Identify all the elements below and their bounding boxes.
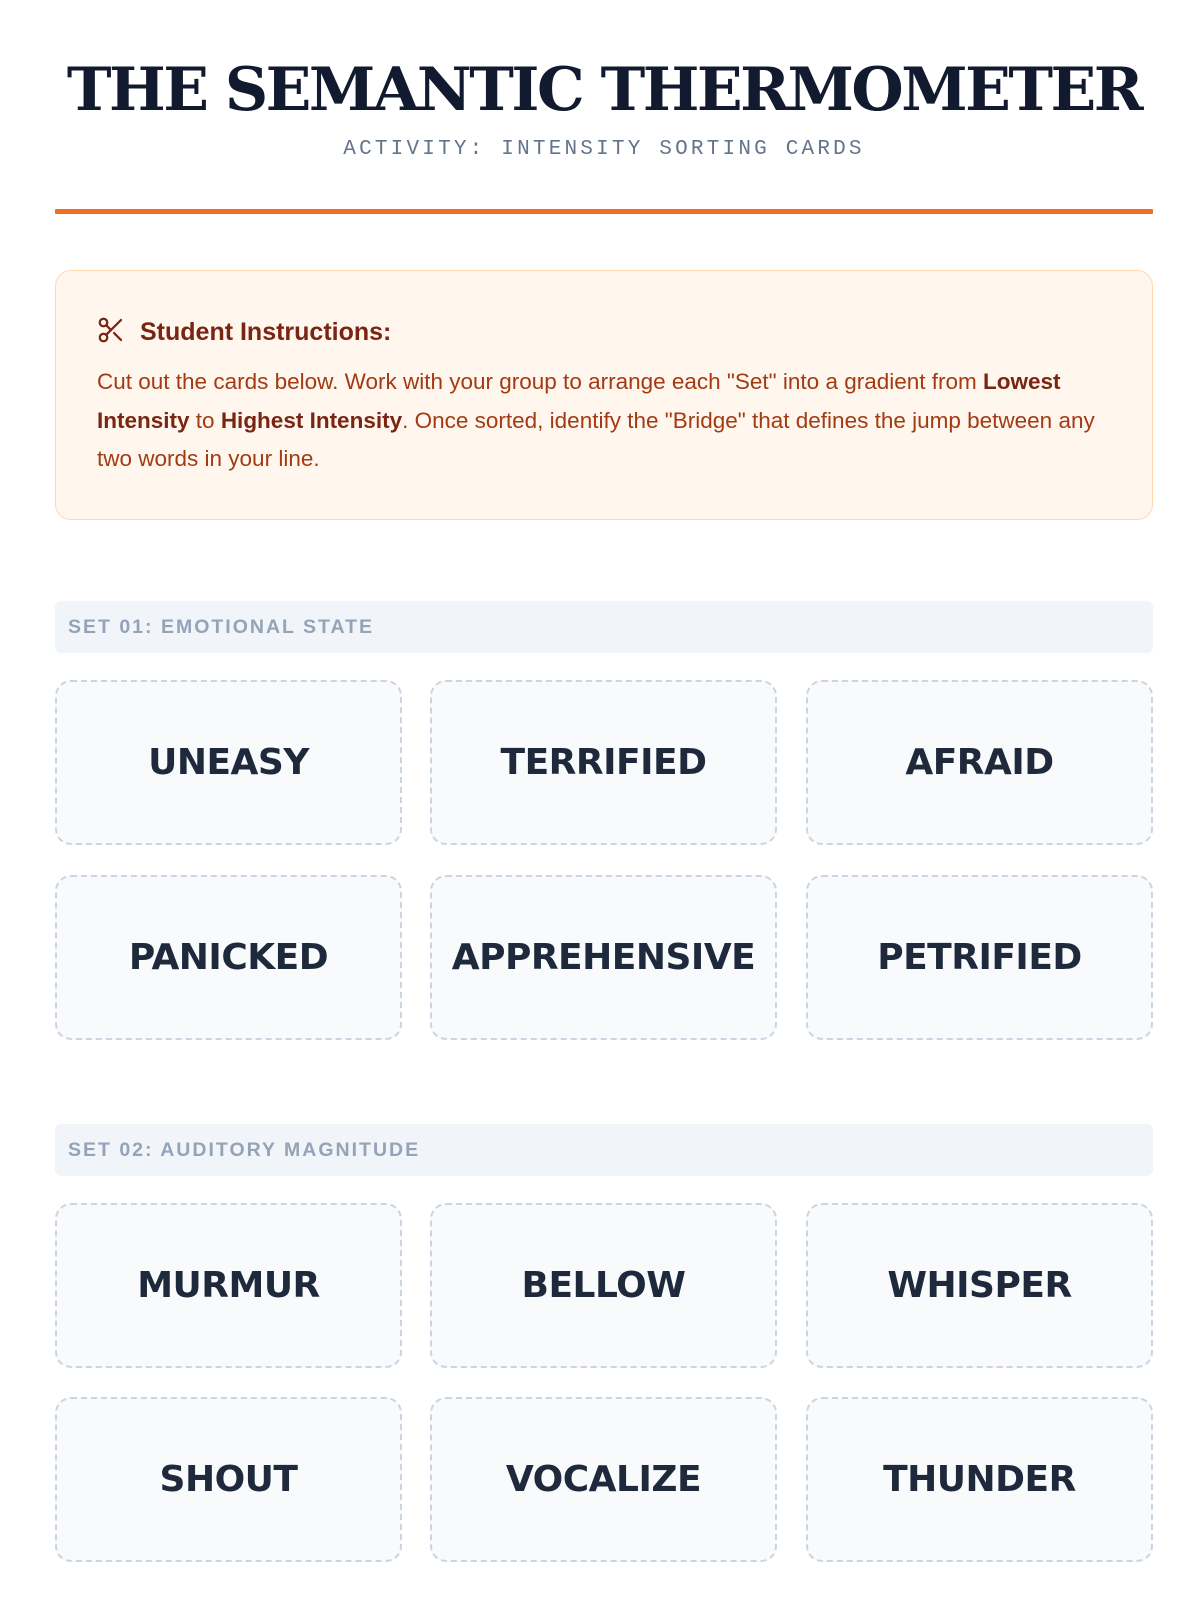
card-word: THUNDER bbox=[883, 1459, 1076, 1500]
card-word: PANICKED bbox=[128, 937, 329, 978]
card-word: WHISPER bbox=[887, 1265, 1072, 1306]
card-word: VOCALIZE bbox=[505, 1459, 702, 1500]
page-title: THE SEMANTIC THERMOMETER bbox=[66, 55, 1142, 125]
card-word: APPREHENSIVE bbox=[451, 937, 756, 978]
word-card[interactable] bbox=[55, 680, 402, 845]
word-card[interactable] bbox=[55, 1203, 402, 1368]
word-card[interactable] bbox=[430, 1203, 777, 1368]
lowest-intensity-label: Lowest Intensity bbox=[97, 369, 1061, 433]
instructions-box bbox=[55, 270, 1153, 520]
word-card[interactable] bbox=[430, 875, 777, 1040]
word-card[interactable] bbox=[55, 875, 402, 1040]
instructions-header bbox=[96, 317, 391, 347]
card-word: SHOUT bbox=[159, 1459, 298, 1500]
card-word: UNEASY bbox=[148, 742, 309, 783]
accent-divider bbox=[55, 209, 1153, 214]
card-word: PETRIFIED bbox=[877, 937, 1082, 978]
word-card[interactable] bbox=[806, 875, 1153, 1040]
card-word: TERRIFIED bbox=[500, 742, 707, 783]
card-word: MURMUR bbox=[137, 1265, 320, 1306]
instructions-title: Student Instructions: bbox=[140, 317, 392, 346]
word-card[interactable] bbox=[430, 1397, 777, 1562]
word-card[interactable] bbox=[430, 680, 777, 845]
highest-intensity-label: Highest Intensity bbox=[220, 407, 403, 433]
instructions-text: Cut out the cards below. Work with your group to arrange each "Set" into a gradient from Lowest Intensity to Highest Intensity. Once sorted, identify the "Bridge" that defines the jump between any two words in your line. bbox=[97, 369, 1095, 471]
card-word: BELLOW bbox=[521, 1265, 686, 1306]
set-label-emotional-state: SET 01: EMOTIONAL STATE bbox=[55, 601, 1153, 653]
word-card[interactable] bbox=[806, 1203, 1153, 1368]
page-subtitle: ACTIVITY: INTENSITY SORTING CARDS bbox=[343, 138, 865, 161]
scissors-icon bbox=[96, 315, 126, 350]
word-card[interactable] bbox=[55, 1397, 402, 1562]
word-card[interactable] bbox=[806, 1397, 1153, 1562]
word-card[interactable] bbox=[806, 680, 1153, 845]
set-label-auditory-magnitude: SET 02: AUDITORY MAGNITUDE bbox=[55, 1124, 1153, 1176]
card-word: AFRAID bbox=[905, 742, 1054, 783]
